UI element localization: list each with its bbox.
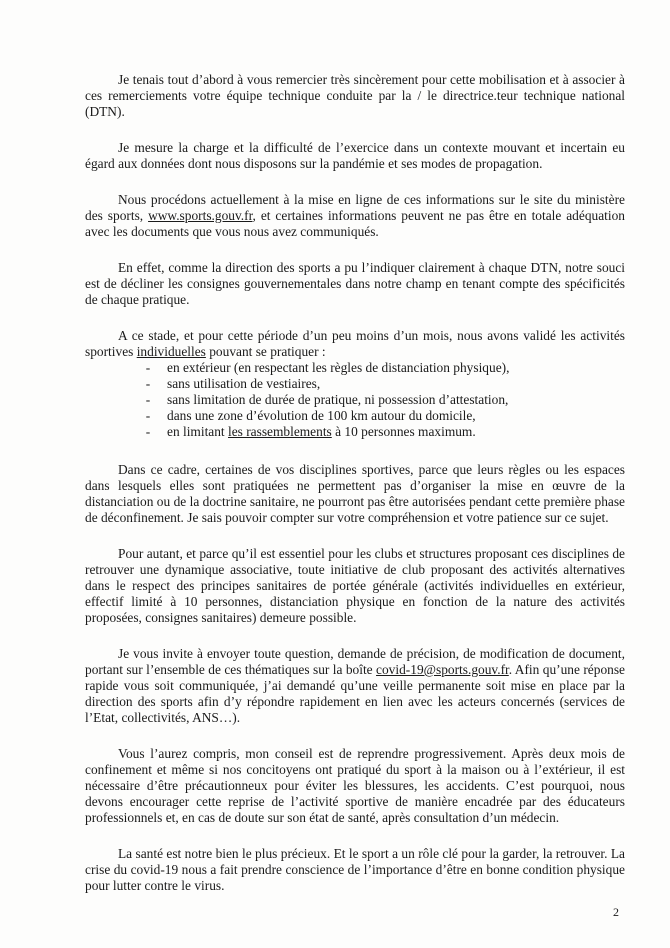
list-item-before: en limitant [167, 424, 228, 439]
letter-body [85, 72, 625, 894]
paragraph-thanks: Je tenais tout d’abord à vous remercier très sincèrement pour cette mobilisation et à associer à ces remerciements votre équipe technique conduite par la / le directrice.teur technique national (DTN). [85, 72, 625, 119]
paragraph-difficulty: Je mesure la charge et la difficulté de l’exercice dans un contexte mouvant et incertain eu égard aux données dont nous disposons sur la pandémie et ses modes de propagation. [85, 140, 625, 171]
paragraph-activities-after: pouvant se pratiquer : [205, 344, 326, 359]
list-item-after: à 10 personnes maximum. [331, 424, 476, 439]
activity-conditions-list [85, 360, 625, 440]
list-item [85, 424, 625, 440]
list-item-text: en extérieur (en respectant les règles de distanciation physique), [167, 360, 510, 375]
paragraph-dtn: En effet, comme la direction des sports a pu l’indiquer clairement à chaque DTN, notre souci est de décliner les consignes gouvernementales dans notre champ en tenant compte des spécificités de chaque pratique. [85, 260, 625, 307]
list-item-text: dans une zone d’évolution de 100 km autour du domicile, [167, 408, 476, 423]
list-item-text: sans limitation de durée de pratique, ni possession d’attestation, [167, 392, 509, 407]
paragraph-activities-before: A ce stade, et pour cette période d’un peu moins d’un mois, nous avons validé les activités sportives [85, 328, 625, 359]
list-item-text: sans utilisation de vestiaires, [167, 376, 321, 391]
list-item-text [151, 424, 476, 440]
list-item [85, 408, 625, 424]
covid-email-link[interactable]: covid-19@sports.gouv.fr [376, 662, 509, 677]
page-number: 2 [613, 905, 619, 919]
bullet-dash: - [145, 408, 151, 423]
bullet-dash: - [145, 392, 151, 407]
list-item [85, 360, 625, 376]
paragraph-contact-before: Je vous invite à envoyer toute question, demande de précision, de modification de document, portant sur l’ensemble de ces thématiques sur la boîte [85, 646, 625, 677]
paragraph-health: La santé est notre bien le plus précieux. Et le sport a un rôle clé pour la garder, la retrouver. La crise du covid-19 nous a fait prendre conscience de l’importance d’être en bonne condition physique pour lutter contre le virus. [85, 846, 625, 893]
paragraph-website-before: Nous procédons actuellement à la mise en ligne de ces informations sur le site du ministère des sports, [85, 192, 625, 223]
paragraph-contact [85, 646, 625, 726]
bullet-dash: - [145, 424, 151, 439]
underlined-individuelles: individuelles [136, 344, 206, 359]
paragraph-activities-intro [85, 328, 625, 360]
paragraph-website [85, 192, 625, 240]
bullet-dash: - [145, 360, 151, 375]
paragraph-advice: Vous l’aurez compris, mon conseil est de reprendre progressivement. Après deux mois de confinement et même si nos concitoyens ont pratiqué du sport à la maison ou à l’extérieur, il est nécessaire d’être précautionneux pour éviter les blessures, les accidents. C’est pourquoi, nous devons encourager cette reprise de l’activité sportive de manière encadrée par des éducateurs professionnels et, en cas de doute sur son état de santé, après consultation d’un médecin. [85, 746, 625, 825]
paragraph-website-after: , et certaines informations peuvent ne pas être en totale adéquation avec les documents que vous nous avez communiqués. [85, 208, 625, 239]
underlined-rassemblements: les rassemblements [228, 424, 332, 439]
bullet-dash: - [145, 376, 151, 391]
paragraph-clubs: Pour autant, et parce qu’il est essentiel pour les clubs et structures proposant ces disciplines de retrouver une dynamique associative, toute initiative de club proposant des activités alternatives dans le respect des principes sanitaires de portée générale (activités individuelles en extérieur, effectif limité à 10 personnes, distanciation physique en fonction de la nature des activités proposées, consignes sanitaires) demeure possible. [85, 546, 625, 625]
list-item [85, 376, 625, 392]
list-item [85, 392, 625, 408]
sports-website-link[interactable]: www.sports.gouv.fr [148, 208, 253, 223]
paragraph-contact-after: . Afin qu’une réponse rapide vous soit communiquée, j’ai demandé qu’une veille permanente soit mise en place par la direction des sports afin d’y répondre rapidement en lien avec les acteurs concernés (services de l’Etat, collectivités, ANS…). [85, 662, 625, 725]
paragraph-disciplines: Dans ce cadre, certaines de vos disciplines sportives, parce que leurs règles ou les espaces dans lesquels elles sont pratiquées ne permettent pas d’organiser la mise en œuvre de la distanciation ou de la doctrine sanitaire, ne pourront pas être autorisées pendant cette première phase de déconfinement. Je sais pouvoir compter sur votre compréhension et votre patience sur ce sujet. [85, 462, 625, 525]
